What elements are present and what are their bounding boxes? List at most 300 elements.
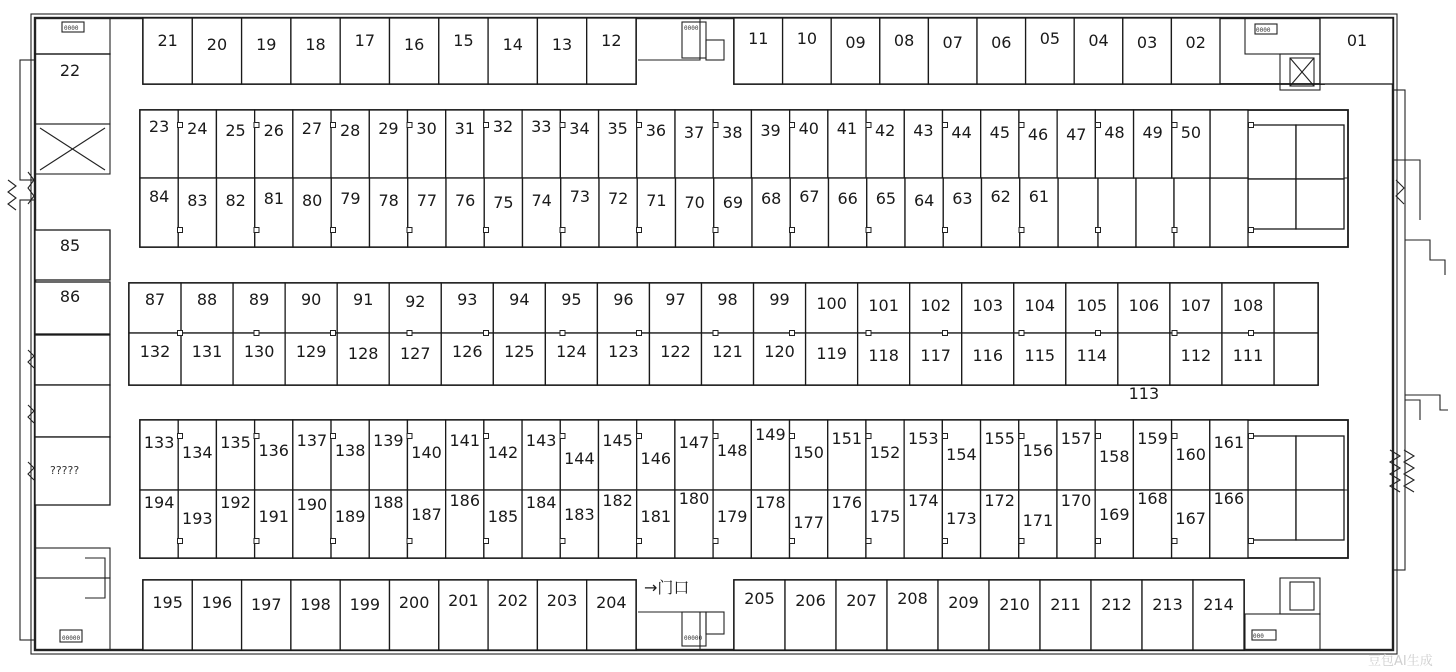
stall-152[interactable] — [866, 420, 904, 490]
stall-212[interactable] — [1091, 580, 1142, 650]
stall-151[interactable] — [828, 420, 866, 490]
stall-32[interactable] — [484, 110, 522, 178]
stall-box — [1095, 110, 1133, 178]
stall-13[interactable] — [537, 18, 586, 84]
stall-170[interactable] — [1057, 490, 1095, 558]
stall-196[interactable] — [192, 580, 241, 650]
stall-42[interactable] — [866, 110, 904, 178]
stall-206[interactable] — [785, 580, 836, 650]
stall-number: 128 — [347, 344, 379, 363]
stall-143[interactable] — [522, 420, 560, 490]
stall-20[interactable] — [192, 18, 241, 84]
stall-140[interactable] — [407, 420, 445, 490]
stall-129[interactable] — [285, 333, 337, 385]
stall-76[interactable] — [446, 178, 484, 247]
column-post — [1096, 434, 1101, 439]
stall-178[interactable] — [751, 490, 789, 558]
stall-156[interactable] — [1019, 420, 1057, 490]
column-post — [331, 331, 336, 336]
stall-number: 61 — [1028, 187, 1050, 206]
watermark: 豆包AI生成 — [1368, 654, 1433, 669]
stall-142[interactable] — [484, 420, 522, 490]
stall-83[interactable] — [178, 178, 216, 247]
stall-210[interactable] — [989, 580, 1040, 650]
stall-31[interactable] — [446, 110, 484, 178]
stall-146[interactable] — [637, 420, 675, 490]
stall-203[interactable] — [537, 580, 586, 650]
stall-173[interactable] — [942, 490, 980, 558]
stall-15[interactable] — [439, 18, 488, 84]
stall-153[interactable] — [904, 420, 942, 490]
stall-number: 88 — [196, 290, 218, 309]
column-post — [178, 123, 183, 128]
stall-94[interactable] — [493, 283, 545, 333]
stall-103[interactable] — [962, 283, 1014, 333]
stall-213[interactable] — [1142, 580, 1193, 650]
stall-185[interactable] — [484, 490, 522, 558]
stall-149[interactable] — [751, 420, 789, 490]
stall-111[interactable] — [1222, 333, 1274, 385]
column-post — [713, 228, 718, 233]
stall-172[interactable] — [981, 490, 1019, 558]
stall-207[interactable] — [836, 580, 887, 650]
stall-number: 18 — [305, 35, 326, 54]
stall-167[interactable] — [1172, 490, 1210, 558]
stall-102[interactable] — [910, 283, 962, 333]
stall-number: 44 — [951, 123, 972, 142]
column-post — [943, 331, 948, 336]
column-post — [943, 123, 948, 128]
stall-126[interactable] — [441, 333, 493, 385]
stall-number: 93 — [457, 290, 478, 309]
stall-80[interactable] — [293, 178, 331, 247]
stall-75[interactable] — [484, 178, 522, 247]
stall-number: 120 — [764, 342, 795, 361]
stall-195[interactable] — [143, 580, 192, 650]
stall-37[interactable] — [675, 110, 713, 178]
stall-121[interactable] — [702, 333, 754, 385]
stall-114[interactable] — [1066, 333, 1118, 385]
stall-104[interactable] — [1014, 283, 1066, 333]
stall-96[interactable] — [597, 283, 649, 333]
stall-number: 198 — [300, 595, 331, 614]
stall-number: 174 — [907, 491, 939, 510]
stall-101[interactable] — [858, 283, 910, 333]
stall-117[interactable] — [910, 333, 962, 385]
stall-132[interactable] — [129, 333, 181, 385]
stall-186[interactable] — [446, 490, 484, 558]
stall-200[interactable] — [390, 580, 439, 650]
stall-174[interactable] — [904, 490, 942, 558]
stall-04[interactable] — [1074, 18, 1123, 84]
stall-box — [1320, 18, 1393, 84]
stall-number: 17 — [354, 31, 376, 50]
stall-number: 205 — [744, 589, 775, 608]
column-post — [1249, 123, 1254, 128]
stall-box — [880, 18, 929, 84]
stall-number: 113 — [1128, 384, 1160, 403]
stall-number: 153 — [907, 429, 939, 448]
stall-181[interactable] — [637, 490, 675, 558]
stall-10[interactable] — [783, 18, 832, 84]
stall-205[interactable] — [734, 580, 785, 650]
stall-71[interactable] — [637, 178, 675, 247]
stall-160[interactable] — [1172, 420, 1210, 490]
stall-35[interactable] — [599, 110, 637, 178]
column-post — [1096, 123, 1101, 128]
stall-17[interactable] — [340, 18, 389, 84]
stall-82[interactable] — [217, 178, 255, 247]
stall-214[interactable] — [1193, 580, 1244, 650]
stall-45[interactable] — [981, 110, 1019, 178]
stall-number: 117 — [920, 346, 951, 365]
stall-48[interactable] — [1095, 110, 1133, 178]
stall-26[interactable] — [255, 110, 293, 178]
stall-22[interactable] — [35, 54, 110, 80]
stall-133[interactable] — [140, 420, 178, 490]
stall-number: 168 — [1137, 489, 1168, 508]
stall-21[interactable] — [143, 18, 192, 84]
stall-number: 111 — [1232, 346, 1264, 365]
stall-65[interactable] — [867, 178, 905, 247]
stall-97[interactable] — [649, 283, 701, 333]
stall-number: 151 — [831, 429, 863, 448]
stall-46[interactable] — [1019, 110, 1057, 178]
stall-number: 167 — [1175, 509, 1206, 528]
stall-100[interactable] — [806, 283, 858, 333]
stall-95[interactable] — [545, 283, 597, 333]
stall-11[interactable] — [734, 18, 783, 84]
stall-number: 193 — [182, 509, 213, 528]
stall-box — [675, 110, 713, 178]
stall-64[interactable] — [905, 178, 943, 247]
stall-14[interactable] — [488, 18, 537, 84]
stall-box — [943, 110, 981, 178]
stall-67[interactable] — [790, 178, 828, 247]
stall-113[interactable] — [1118, 333, 1170, 403]
stall-number: 47 — [1066, 125, 1087, 144]
stall-number: 136 — [258, 441, 289, 460]
stall-99[interactable] — [754, 283, 806, 333]
column-post — [560, 123, 565, 128]
stall-161[interactable] — [1210, 420, 1248, 490]
stall-box — [1091, 580, 1142, 650]
stall-125[interactable] — [493, 333, 545, 385]
stall-88[interactable] — [181, 283, 233, 333]
svg-text:000: 000 — [1253, 633, 1264, 640]
stall-98[interactable] — [702, 283, 754, 333]
stall-108[interactable] — [1222, 283, 1274, 333]
stall-87[interactable] — [129, 283, 181, 333]
stall-box — [1057, 110, 1095, 178]
stall-136[interactable] — [255, 420, 293, 490]
stall-194[interactable] — [140, 490, 178, 558]
stall-16[interactable] — [390, 18, 439, 84]
stall-150[interactable] — [790, 420, 828, 490]
stall-135[interactable] — [216, 420, 254, 490]
stall-61[interactable] — [1020, 178, 1058, 247]
stall-78[interactable] — [370, 178, 408, 247]
stall-number: 155 — [984, 429, 1015, 448]
stall-176[interactable] — [828, 490, 866, 558]
stall-number: 196 — [201, 593, 233, 612]
stall-box — [675, 420, 713, 490]
stall-197[interactable] — [242, 580, 291, 650]
stall-38[interactable] — [713, 110, 751, 178]
stall-number: 104 — [1024, 296, 1056, 315]
column-post — [790, 123, 795, 128]
stall-box — [1074, 18, 1123, 84]
stall-29[interactable] — [369, 110, 407, 178]
stall-49[interactable] — [1134, 110, 1172, 178]
stall-168[interactable] — [1133, 489, 1171, 558]
stall-39[interactable] — [751, 110, 789, 178]
stall-03[interactable] — [1123, 18, 1172, 84]
stall-119[interactable] — [806, 333, 858, 385]
stall-115[interactable] — [1014, 333, 1066, 385]
stall-183[interactable] — [560, 490, 598, 558]
stall-23[interactable] — [140, 110, 178, 178]
stall-139[interactable] — [369, 420, 407, 490]
stall-62[interactable] — [982, 178, 1020, 247]
stall-116[interactable] — [962, 333, 1014, 385]
stall-30[interactable] — [408, 110, 446, 178]
stall-01[interactable] — [1320, 18, 1393, 84]
stall-number: 97 — [665, 290, 686, 309]
stall-84[interactable] — [140, 178, 178, 247]
stall-number: 37 — [683, 123, 705, 142]
stall-24[interactable] — [178, 110, 216, 178]
stall-07[interactable] — [928, 18, 977, 84]
column-post — [1096, 539, 1101, 544]
stall-43[interactable] — [904, 110, 942, 178]
stall-123[interactable] — [597, 333, 649, 385]
column-post — [254, 539, 259, 544]
stall-120[interactable] — [754, 333, 806, 385]
stall-81[interactable] — [255, 178, 293, 247]
stall-138[interactable] — [331, 420, 369, 490]
stall-40[interactable] — [790, 110, 828, 178]
stall-201[interactable] — [439, 580, 488, 650]
stall-number: 69 — [722, 193, 744, 212]
stall-184[interactable] — [522, 490, 560, 558]
column-post — [484, 331, 489, 336]
stall-63[interactable] — [943, 178, 981, 247]
stall-number: 70 — [684, 193, 705, 212]
stall-69[interactable] — [714, 178, 752, 247]
column-post — [1019, 539, 1024, 544]
stall-number: 187 — [411, 505, 442, 524]
stall-09[interactable] — [831, 18, 880, 84]
stall-number: 207 — [846, 591, 877, 610]
stall-157[interactable] — [1057, 420, 1095, 490]
stall-box — [938, 580, 989, 650]
stall-112[interactable] — [1170, 333, 1222, 385]
stall-02[interactable] — [1171, 18, 1220, 84]
stall-number: 62 — [990, 187, 1011, 206]
stall-127[interactable] — [389, 333, 441, 385]
stall-number: 13 — [551, 35, 573, 54]
column-post — [331, 123, 336, 128]
stall-208[interactable] — [887, 580, 938, 650]
stall-number: 114 — [1076, 346, 1108, 365]
stall-number: 89 — [248, 290, 270, 309]
stall-box — [676, 178, 714, 247]
stall-number: 107 — [1180, 296, 1212, 315]
stall-box — [390, 580, 439, 650]
stall-66[interactable] — [829, 178, 867, 247]
stall-177[interactable] — [790, 490, 828, 558]
column-post — [1019, 331, 1024, 336]
stall-41[interactable] — [828, 110, 866, 178]
stall-193[interactable] — [178, 490, 216, 558]
stall-68[interactable] — [752, 178, 790, 247]
stall-188[interactable] — [369, 490, 407, 558]
stall-79[interactable] — [331, 178, 369, 247]
stall-number: 38 — [722, 123, 743, 142]
stall-number: 14 — [502, 35, 523, 54]
stall-70[interactable] — [676, 178, 714, 247]
column-post — [407, 434, 412, 439]
stall-202[interactable] — [488, 580, 537, 650]
stall-34[interactable] — [560, 110, 598, 178]
stall-number: 145 — [602, 431, 633, 450]
stall-28[interactable] — [331, 110, 369, 178]
stall-134[interactable] — [178, 420, 216, 490]
stall-box — [1095, 490, 1133, 558]
stall-190[interactable] — [293, 490, 331, 558]
column-post — [1249, 228, 1254, 233]
stall-131[interactable] — [181, 333, 233, 385]
stall-number: 16 — [403, 35, 425, 54]
stall-105[interactable] — [1066, 283, 1118, 333]
stall-179[interactable] — [713, 490, 751, 558]
stall-number: 142 — [487, 443, 519, 462]
stall-154[interactable] — [942, 420, 980, 490]
stall-211[interactable] — [1040, 580, 1091, 650]
stall-number: 09 — [845, 33, 866, 52]
stall-182[interactable] — [598, 490, 636, 558]
stall-77[interactable] — [408, 178, 446, 247]
stall-192[interactable] — [216, 490, 254, 558]
stall-89[interactable] — [233, 283, 285, 333]
stall-124[interactable] — [545, 333, 597, 385]
stall-number: 115 — [1024, 346, 1056, 365]
stall-number: 50 — [1180, 123, 1202, 142]
stall-141[interactable] — [446, 420, 484, 490]
stall-106[interactable] — [1118, 283, 1170, 333]
stall-number: 40 — [798, 119, 819, 138]
stall-box — [242, 580, 291, 650]
stall-175[interactable] — [866, 490, 904, 558]
stall-05[interactable] — [1026, 18, 1075, 84]
stall-145[interactable] — [598, 420, 636, 490]
stall-box — [714, 178, 752, 247]
stall-25[interactable] — [216, 110, 254, 178]
stall-130[interactable] — [233, 333, 285, 385]
stall-189[interactable] — [331, 490, 369, 558]
stall-number: 112 — [1180, 346, 1212, 365]
stall-148[interactable] — [713, 420, 751, 490]
column-post — [484, 434, 489, 439]
stall-44[interactable] — [943, 110, 981, 178]
column-post — [407, 331, 412, 336]
stall-33[interactable] — [522, 110, 560, 178]
stall-number: 166 — [1213, 489, 1245, 508]
stall-number: 123 — [608, 342, 639, 361]
stall-90[interactable] — [285, 283, 337, 333]
stall-06[interactable] — [977, 18, 1026, 84]
stall-171[interactable] — [1019, 490, 1057, 558]
stall-box — [1172, 110, 1210, 178]
column-post — [790, 331, 795, 336]
stall-47[interactable] — [1057, 110, 1095, 178]
stall-128[interactable] — [337, 333, 389, 385]
stall-19[interactable] — [242, 18, 291, 84]
stall-166[interactable] — [1210, 489, 1248, 558]
stall-92[interactable] — [389, 283, 441, 333]
stall-159[interactable] — [1133, 420, 1171, 490]
stall-169[interactable] — [1095, 490, 1133, 558]
stall-147[interactable] — [675, 420, 713, 490]
stall-number: 143 — [525, 431, 557, 450]
stall-number: 144 — [564, 449, 595, 468]
stall-50[interactable] — [1172, 110, 1210, 178]
stall-73[interactable] — [561, 178, 599, 247]
stall-191[interactable] — [255, 490, 293, 558]
stall-155[interactable] — [981, 420, 1019, 490]
stall-122[interactable] — [649, 333, 701, 385]
stall-12[interactable] — [587, 18, 636, 84]
stall-198[interactable] — [291, 580, 340, 650]
stall-158[interactable] — [1095, 420, 1133, 490]
stall-18[interactable] — [291, 18, 340, 84]
stall-number: 131 — [191, 342, 223, 361]
stall-93[interactable] — [441, 283, 493, 333]
stall-204[interactable] — [587, 580, 636, 650]
stall-number: 127 — [399, 344, 431, 363]
stall-box — [407, 490, 445, 558]
stall-36[interactable] — [637, 110, 675, 178]
stall-number: 91 — [353, 290, 374, 309]
stall-08[interactable] — [880, 18, 929, 84]
stall-137[interactable] — [293, 420, 331, 490]
column-post — [331, 228, 336, 233]
stall-74[interactable] — [523, 178, 561, 247]
stall-box — [523, 178, 561, 247]
stall-199[interactable] — [340, 580, 389, 650]
stall-number: 202 — [497, 591, 529, 610]
stall-91[interactable] — [337, 283, 389, 333]
column-post — [637, 228, 642, 233]
stall-144[interactable] — [560, 420, 598, 490]
stall-72[interactable] — [599, 178, 637, 247]
stall-box — [216, 420, 254, 490]
stall-85[interactable] — [35, 230, 110, 280]
column-post — [1019, 123, 1024, 128]
stall-number: 184 — [525, 493, 557, 512]
stall-box — [637, 178, 675, 247]
stall-180[interactable] — [675, 489, 713, 558]
stall-27[interactable] — [293, 110, 331, 178]
stall-box — [217, 178, 255, 247]
stall-118[interactable] — [858, 333, 910, 385]
stall-86[interactable] — [35, 282, 110, 334]
stall-187[interactable] — [407, 490, 445, 558]
stall-number: 185 — [487, 507, 519, 526]
stall-107[interactable] — [1170, 283, 1222, 333]
stall-209[interactable] — [938, 580, 989, 650]
